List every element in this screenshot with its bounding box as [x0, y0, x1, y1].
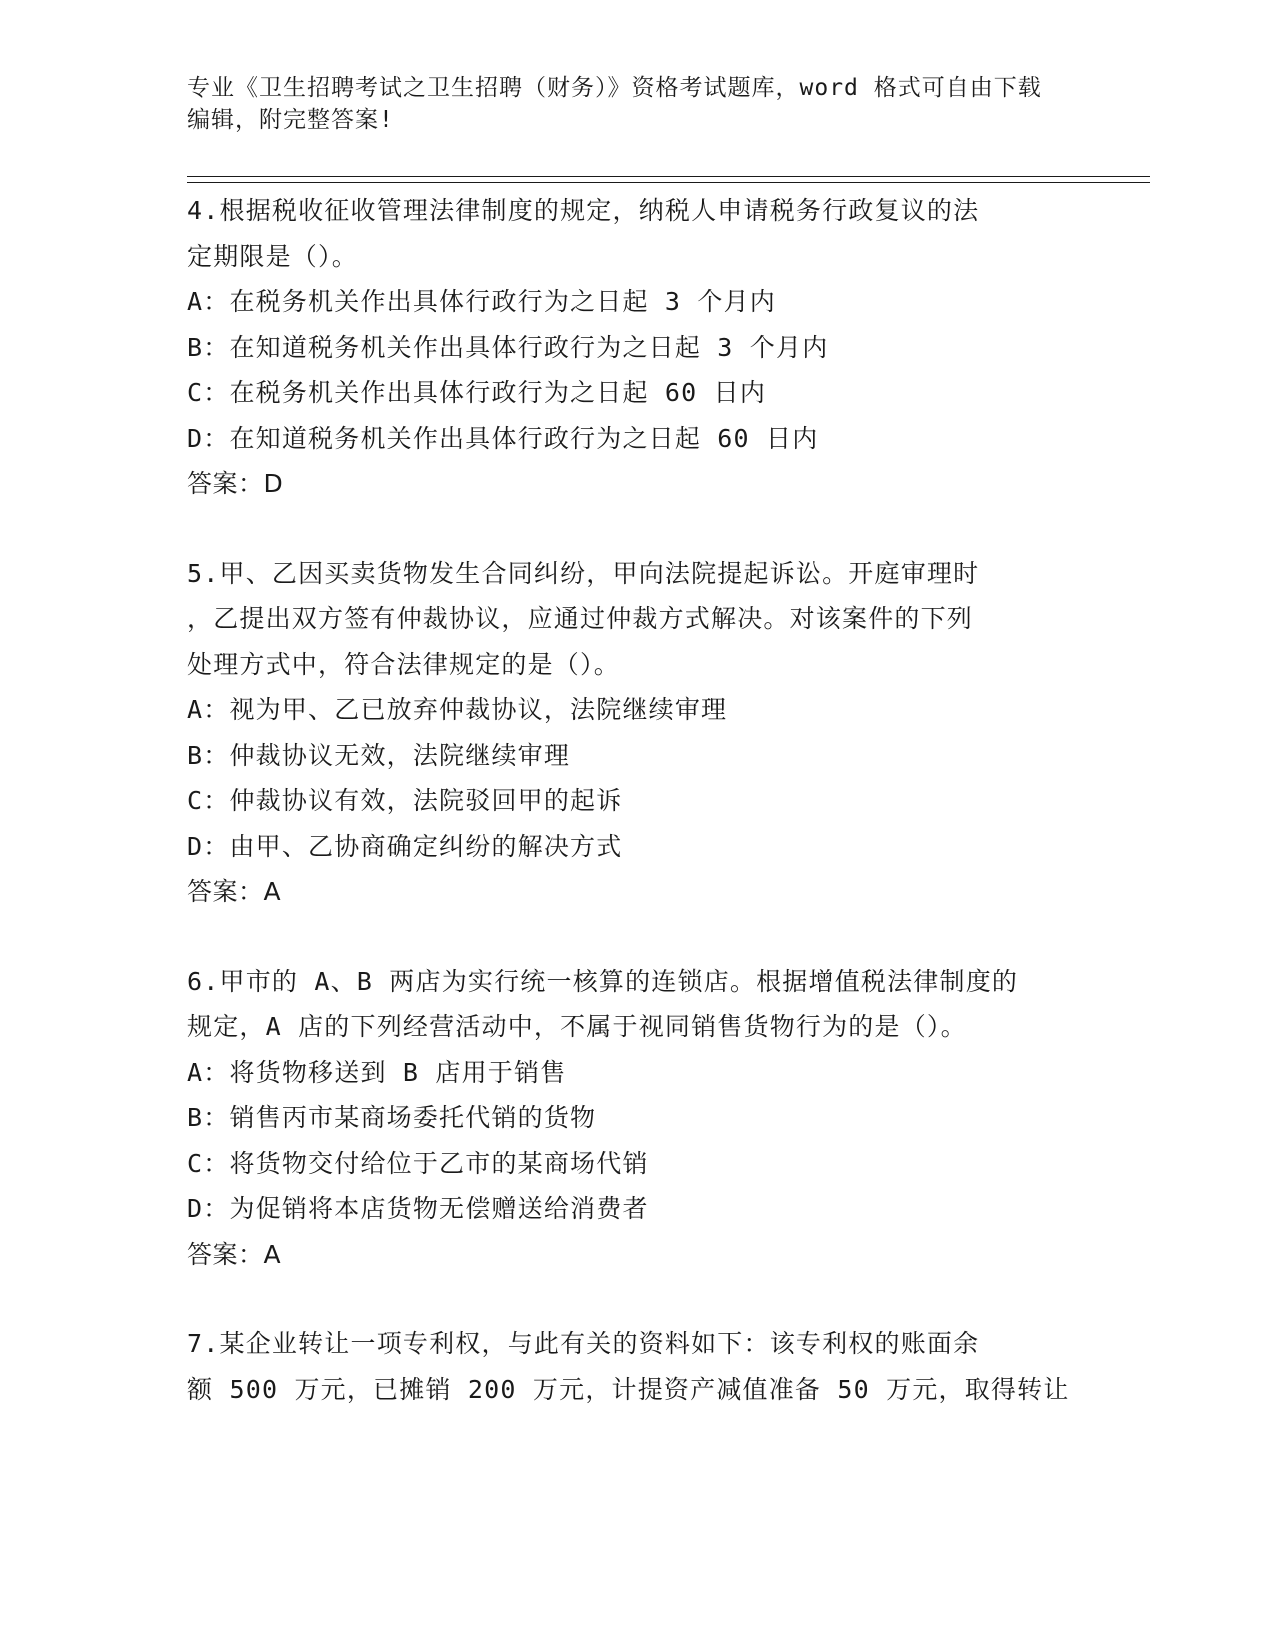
option-b: B：在知道税务机关作出具体行政行为之日起 3 个月内: [187, 332, 829, 362]
answer-line: 答案：A: [187, 877, 282, 906]
question-stem-line: 4.根据税收征收管理法律制度的规定，纳税人申请税务行政复议的法: [187, 196, 980, 225]
question-stem-line: 5.甲、乙因买卖货物发生合同纠纷，甲向法院提起诉讼。开庭审理时: [187, 558, 980, 588]
question-stem-line: ，乙提出双方签有仲裁协议，应通过仲裁方式解决。对该案件的下列: [187, 604, 974, 633]
header-divider-top: [187, 176, 1150, 177]
option-a: A：视为甲、乙已放弃仲裁协议，法院继续审理: [187, 695, 728, 724]
option-b: B：销售丙市某商场委托代销的货物: [187, 1103, 597, 1132]
question-7: [187, 1321, 1087, 1412]
document-header: [187, 72, 1087, 136]
header-line-1: 专业《卫生招聘考试之卫生招聘（财务）》资格考试题库，word 格式可自由下载: [187, 75, 1042, 101]
question-5: [187, 551, 1087, 915]
option-b: B：仲裁协议无效，法院继续审理: [187, 740, 571, 770]
question-stem-line: 6.甲市的 A、B 两店为实行统一核算的连锁店。根据增值税法律制度的: [187, 966, 1019, 996]
question-stem-line: 处理方式中，符合法律规定的是（）。: [187, 649, 620, 679]
option-c: C：在税务机关作出具体行政行为之日起 60 日内: [187, 378, 767, 407]
question-stem-line: 规定，A 店的下列经营活动中，不属于视同销售货物行为的是（）。: [187, 1012, 967, 1041]
question-list: [187, 188, 1087, 1412]
option-a: A：将货物移送到 B 店用于销售: [187, 1057, 567, 1087]
answer-line: 答案：D: [187, 469, 284, 498]
question-6: [187, 959, 1087, 1278]
answer-line: 答案：A: [187, 1239, 282, 1269]
question-4: [187, 188, 1087, 507]
option-a: A：在税务机关作出具体行政行为之日起 3 个月内: [187, 287, 777, 316]
header-line-2: 编辑，附完整答案!: [187, 107, 394, 133]
option-c: C：将货物交付给位于乙市的某商场代销: [187, 1148, 649, 1178]
question-stem-line: 7.某企业转让一项专利权，与此有关的资料如下：该专利权的账面余: [187, 1329, 980, 1358]
question-stem-line: 额 500 万元，已摊销 200 万元，计提资产减值准备 50 万元，取得转让: [187, 1374, 1070, 1404]
header-divider-bottom: [187, 182, 1150, 183]
option-d: D：为促销将本店货物无偿赠送给消费者: [187, 1194, 649, 1223]
question-stem-line: 定期限是（）。: [187, 241, 358, 271]
option-c: C：仲裁协议有效，法院驳回甲的起诉: [187, 786, 623, 815]
option-d: D：在知道税务机关作出具体行政行为之日起 60 日内: [187, 423, 819, 453]
option-d: D：由甲、乙协商确定纠纷的解决方式: [187, 831, 623, 861]
